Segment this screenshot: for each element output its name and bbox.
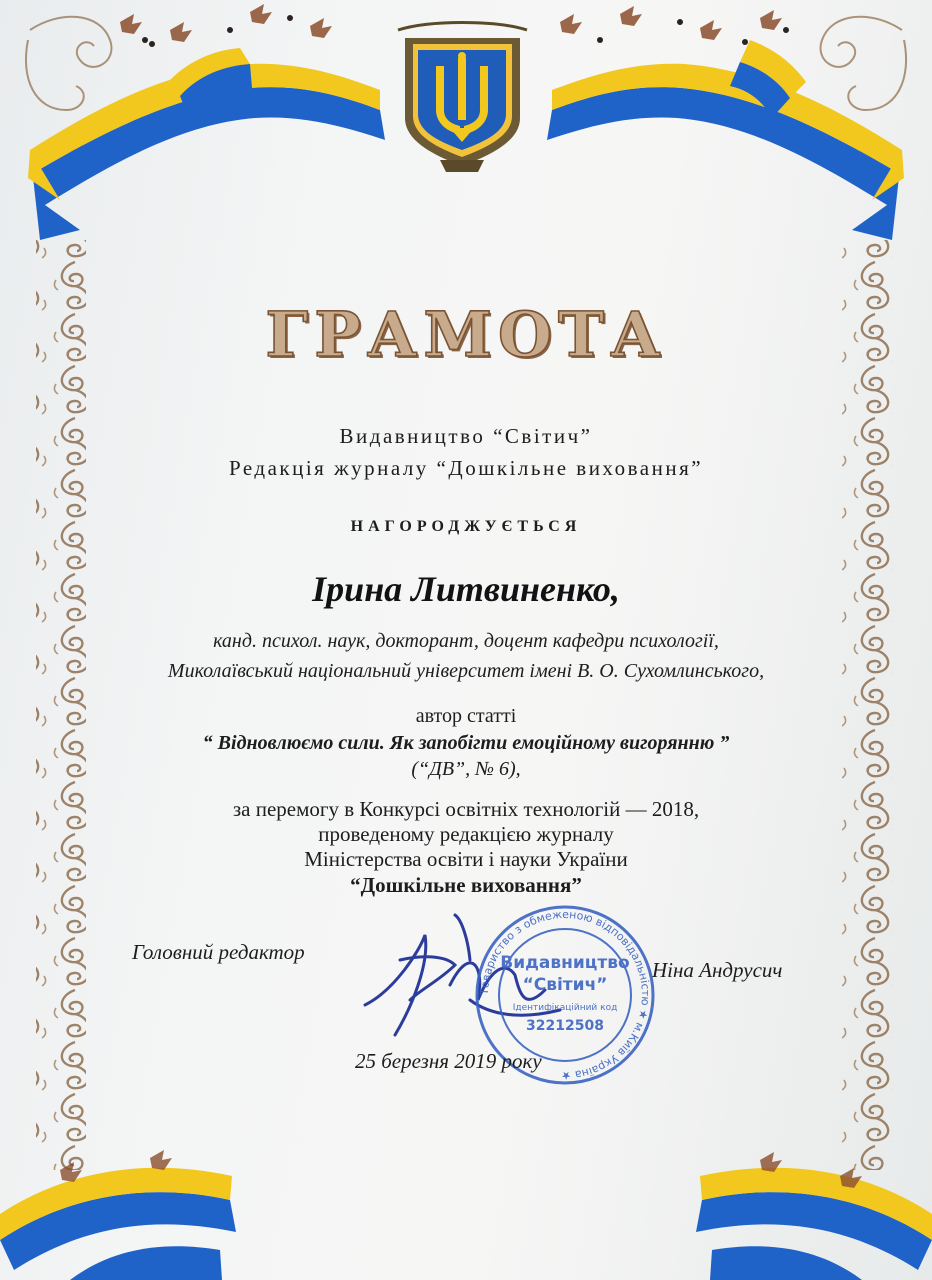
journal-editorial-line: Редакція журналу “Дошкільне виховання” (228, 456, 704, 480)
recipient-name: Ірина Литвиненко, (312, 569, 620, 609)
ribbon-banner-bottom-right (696, 1168, 932, 1280)
ribbon-banner-bottom-left (0, 1168, 236, 1280)
article-title: “ Відновлюємо сили. Як запобігти емоційному вигорянню ” (202, 732, 730, 754)
stamp-line-3: Ідентифікаційний код (512, 1003, 618, 1013)
stamp-ring-text: Товариство з обмеженою відповідальністю ★ м.Київ Україна ★ (477, 907, 653, 1083)
award-reason-line-4: “Дошкільне виховання” (350, 873, 582, 897)
awarded-heading: НАГОРОДЖУЄТЬСЯ (350, 518, 582, 535)
award-reason-line-1: за перемогу в Конкурсі освітніх технологій — 2018, (232, 797, 700, 821)
ribbon-banner-top-right (547, 40, 904, 240)
corner-ornament-top-left (26, 17, 112, 110)
article-issue: (“ДВ”, № 6), (411, 758, 521, 780)
corner-ornament-top-right (820, 17, 906, 110)
signatory-name: Ніна Андрусич (652, 958, 783, 982)
stamp-line-2: “Світич” (522, 975, 608, 995)
ribbon-banner-top-left (28, 48, 385, 240)
coat-of-arms-trident-icon (398, 23, 527, 173)
stamp-line-4: 32212508 (526, 1018, 604, 1034)
award-reason-line-2: проведеному редакцією журналу (318, 822, 614, 846)
signatory-role: Головний редактор (132, 940, 305, 964)
award-reason-line-3: Міністерства освіти і науки України (304, 847, 628, 871)
recipient-credentials-line-1: канд. психол. наук, докторант, доцент кафедри психології, (213, 630, 719, 652)
certificate-title: ГРАМОТА (265, 298, 667, 371)
stamp-line-1: Видавництво (500, 953, 630, 973)
recipient-credentials-line-2: Миколаївський національний університет імені В. О. Сухомлинського, (167, 660, 765, 682)
author-label: автор статті (415, 705, 517, 727)
publisher-name: Видавництво “Світич” (339, 424, 593, 448)
certificate-date: 25 березня 2019 року (355, 1049, 542, 1073)
